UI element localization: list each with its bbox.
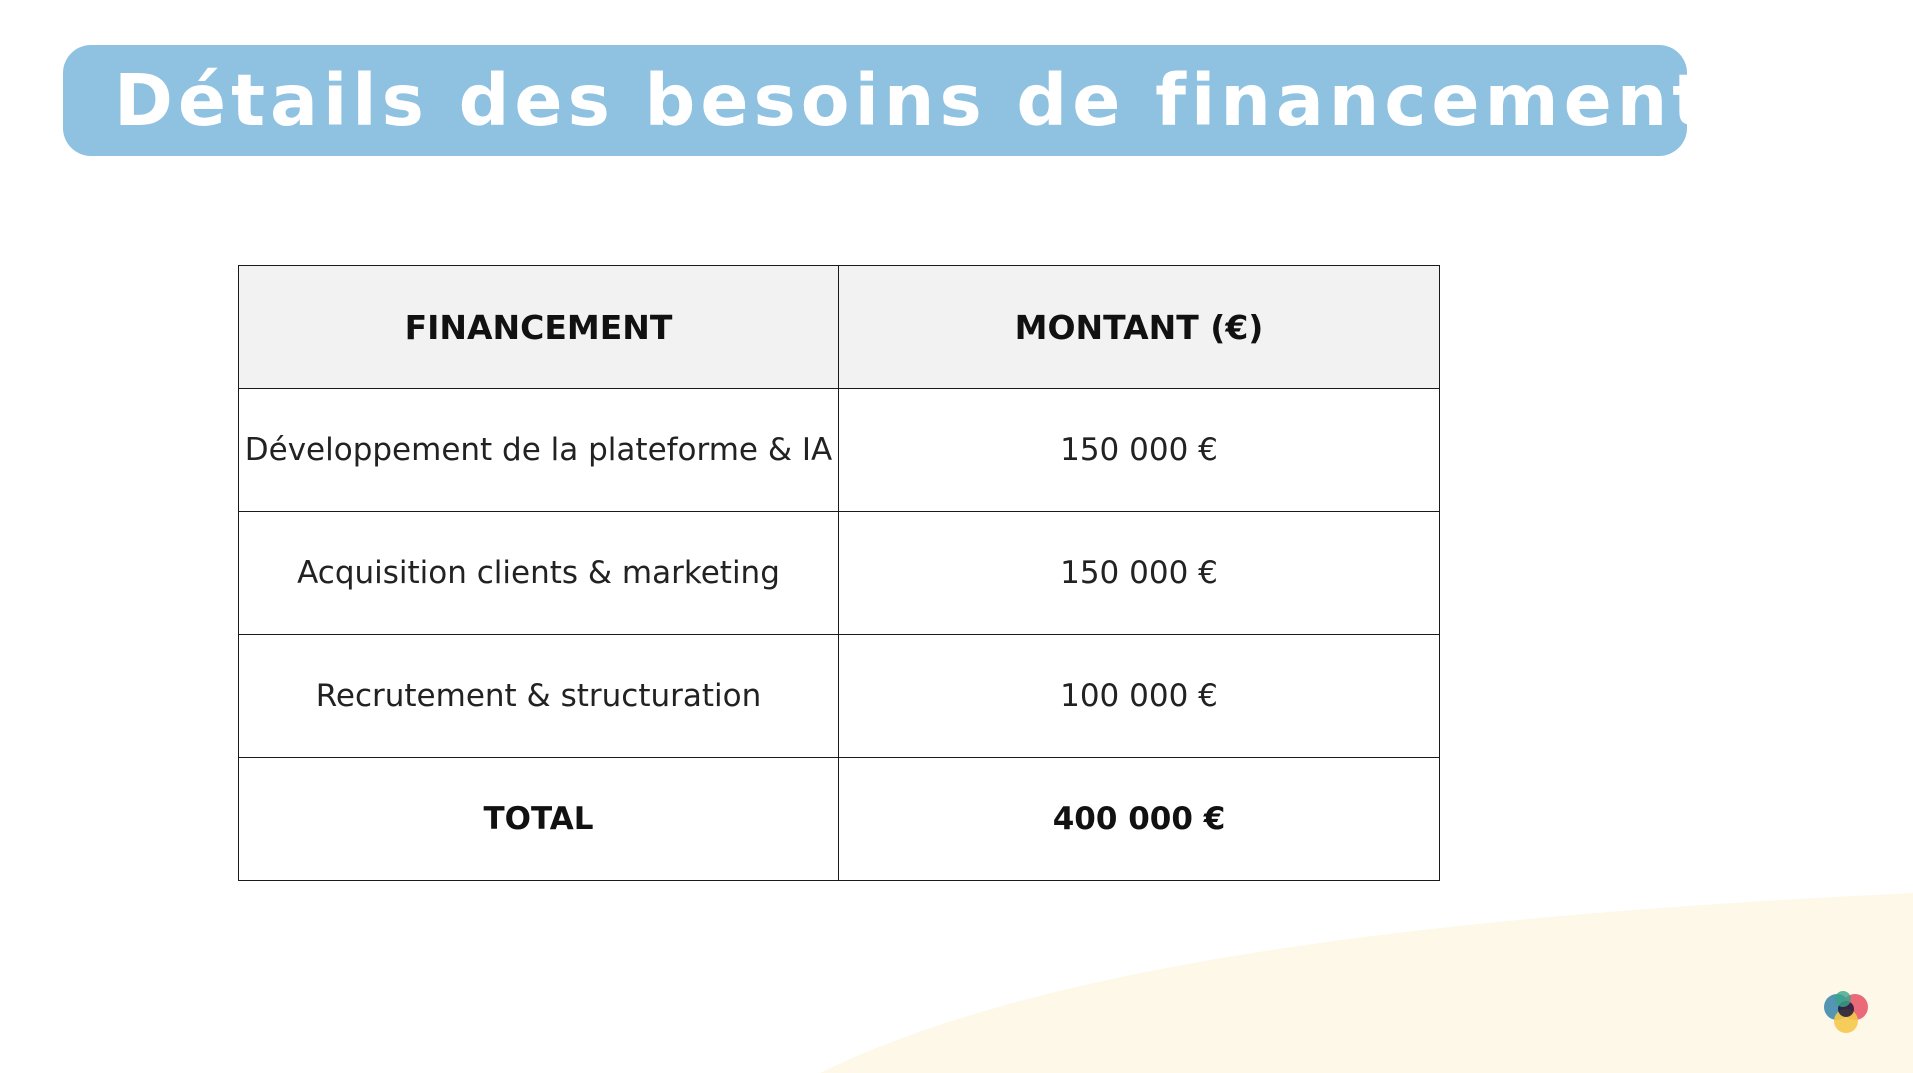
table-row <box>239 635 1440 758</box>
total-row <box>239 758 1440 881</box>
column-header-financement: FINANCEMENT <box>239 266 839 389</box>
row-label: Acquisition clients & marketing <box>239 512 839 635</box>
row-amount: 150 000 € <box>839 512 1440 635</box>
table-row <box>239 512 1440 635</box>
row-label: Développement de la plateforme & IA <box>239 389 839 512</box>
row-label: Recrutement & structuration <box>239 635 839 758</box>
table-header-row <box>239 266 1440 389</box>
total-label: TOTAL <box>239 758 839 881</box>
row-amount: 150 000 € <box>839 389 1440 512</box>
table-row <box>239 389 1440 512</box>
title-banner <box>63 45 1712 156</box>
brand-logo-icon <box>1817 985 1877 1037</box>
column-header-montant: MONTANT (€) <box>839 266 1440 389</box>
row-amount: 100 000 € <box>839 635 1440 758</box>
page-title: Détails des besoins de financement <box>114 59 1712 142</box>
funding-table <box>238 265 1440 881</box>
total-amount: 400 000 € <box>839 758 1440 881</box>
